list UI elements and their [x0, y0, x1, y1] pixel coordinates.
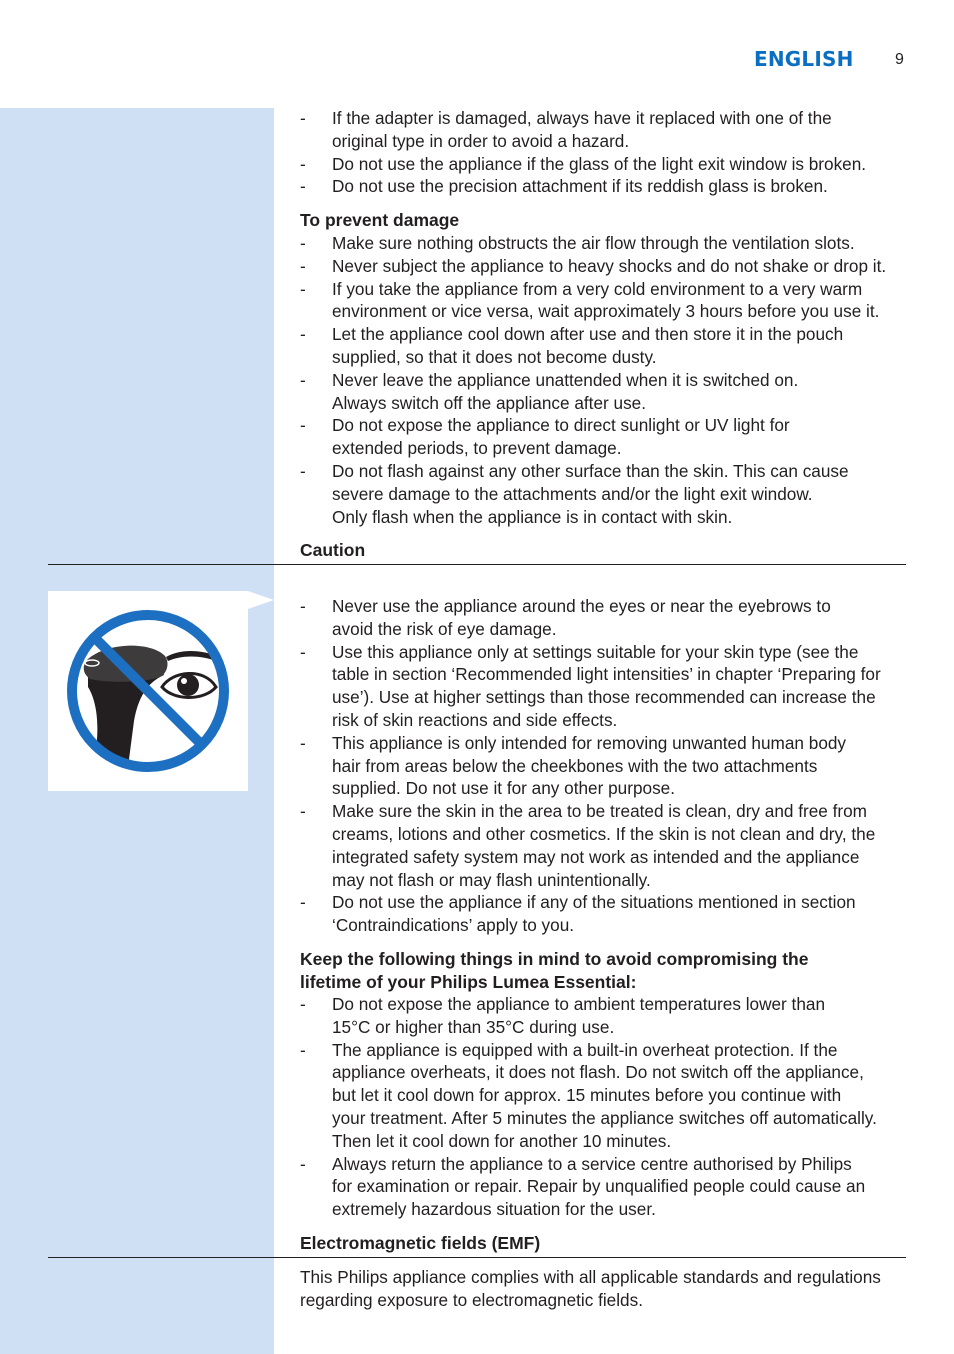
list-item-text: Make sure the skin in the area to be treated is clean, dry and free from creams, lotions and other cosmetics. If the skin is not clean and dry, the integrated safety system may not work as intended and the appliance may not flash or may flash unintentionally.	[332, 801, 876, 890]
lifetime-heading: Keep the following things in mind to avoid compromising the lifetime of your Philips Lumea Essential:	[300, 949, 809, 992]
list-item-text: Never use the appliance around the eyes or near the eyebrows to avoid the risk of eye damage.	[332, 596, 831, 639]
list-item: - If you take the appliance from a very cold environment to a very warm environment or vice versa, wait approximately 3 hours before you use it.	[300, 278, 880, 322]
no-flash-near-eyes-icon	[48, 591, 248, 791]
list-item-text: Make sure nothing obstructs the air flow through the ventilation slots.	[332, 233, 855, 253]
list-item: - Do not use the appliance if any of the situations mentioned in section ‘Contraindications’ apply to you.	[300, 892, 856, 936]
list-item: - Use this appliance only at settings suitable for your skin type (see the table in section ‘Recommended light intensities’ in chapter ‘Preparing for use’). Use at higher settings than those recommended can increase the risk of skin reactions and side effects.	[300, 641, 881, 730]
list-item-text: Always return the appliance to a service centre authorised by Philips for examination or repair. Repair by unqualified people could cause an extremely hazardous situation for the user.	[332, 1153, 866, 1220]
list-item: - Always return the appliance to a service centre authorised by Philips for examination or repair. Repair by unqualified people could cause an extremely hazardous situation for the user.	[300, 1153, 866, 1220]
list-item: - Never subject the appliance to heavy shocks and do not shake or drop it.	[300, 255, 887, 276]
list-item-text: The appliance is equipped with a built-in overheat protection. If the appliance overheats, it does not flash. Do not switch off the appliance, but let it cool down for approx. 15 minutes before you continue with your treatment. After 5 minutes the appliance switches off automatically. Then let it cool down for another 10 minutes.	[332, 1039, 877, 1151]
divider	[48, 1257, 906, 1258]
list-item: - This appliance is only intended for removing unwanted human body hair from areas below the cheekbones with the two attachments supplied. Do not use it for any other purpose.	[300, 732, 847, 799]
list-item-text: Do not use the appliance if the glass of the light exit window is broken.	[332, 153, 867, 174]
divider	[48, 564, 906, 565]
list-item-text: Never leave the appliance unattended when it is switched on. Always switch off the appliance after use.	[332, 369, 799, 413]
list-item: - Do not use the precision attachment if its reddish glass is broken.	[300, 176, 828, 197]
list-item: - Never leave the appliance unattended when it is switched on. Always switch off the appliance after use.	[300, 369, 799, 413]
list-item: - Do not flash against any other surface than the skin. This can cause severe damage to the attachments and/or the light exit window. Only flash when the appliance is in contact with skin.	[300, 460, 849, 527]
list-item-text: Never subject the appliance to heavy shocks and do not shake or drop it.	[332, 255, 887, 276]
language-label: ENGLISH	[754, 47, 854, 71]
caution-illustration	[48, 591, 248, 791]
list-item: - Do not use the appliance if the glass of the light exit window is broken.	[300, 153, 867, 174]
emf-heading: Electromagnetic fields (EMF)	[300, 1233, 541, 1253]
list-item-text: If you take the appliance from a very cold environment to a very warm environment or vice versa, wait approximately 3 hours before you use it.	[332, 278, 880, 322]
list-item-text: Do not expose the appliance to ambient temperatures lower than 15°C or higher than 35°C during use.	[332, 994, 826, 1037]
list-item-text: Do not flash against any other surface than the skin. This can cause severe damage to the attachments and/or the light exit window. Only flash when the appliance is in contact with skin.	[332, 460, 849, 527]
list-item-text: This appliance is only intended for removing unwanted human body hair from areas below the cheekbones with the two attachments supplied. Do not use it for any other purpose.	[332, 732, 847, 799]
list-item-text: Do not use the appliance if any of the situations mentioned in section ‘Contraindications’ apply to you.	[332, 892, 856, 936]
list-item: - Make sure nothing obstructs the air flow through the ventilation slots.	[300, 233, 855, 253]
list-item-text: Use this appliance only at settings suitable for your skin type (see the table in section ‘Recommended light intensities’ in chapter ‘Preparing for use’). Use at higher settings than those recommended can increase the risk of skin reactions and side effects.	[332, 641, 881, 730]
list-item: - Make sure the skin in the area to be treated is clean, dry and free from creams, lotions and other cosmetics. If the skin is not clean and dry, the integrated safety system may not work as intended and the appliance may not flash or may flash unintentionally.	[300, 801, 876, 890]
list-item-text: Do not use the precision attachment if its reddish glass is broken.	[332, 176, 828, 197]
caution-heading: Caution	[300, 540, 366, 560]
list-item-text: Let the appliance cool down after use and then store it in the pouch supplied, so that it does not become dusty.	[332, 324, 844, 367]
list-item: - Do not expose the appliance to ambient temperatures lower than 15°C or higher than 35°C during use.	[300, 994, 826, 1037]
list-item-text: Do not expose the appliance to direct sunlight or UV light for extended periods, to prevent damage.	[332, 415, 790, 459]
caution-list	[300, 595, 912, 937]
list-item: - Do not expose the appliance to direct sunlight or UV light for extended periods, to prevent damage.	[300, 415, 790, 459]
prevent-damage-heading: To prevent damage	[300, 210, 460, 230]
lifetime-list	[300, 993, 912, 1221]
list-item: - If the adapter is damaged, always have it replaced with one of the original type in order to avoid a hazard.	[300, 108, 832, 151]
page-number: 9	[895, 51, 904, 68]
list-item: - The appliance is equipped with a built-in overheat protection. If the appliance overheats, it does not flash. Do not switch off the appliance, but let it cool down for approx. 15 minutes before you continue with your treatment. After 5 minutes the appliance switches off automatically. Then let it cool down for another 10 minutes.	[300, 1039, 877, 1151]
emf-paragraph: This Philips appliance complies with all applicable standards and regulations regarding exposure to electromagnetic fields.	[300, 1267, 881, 1310]
prevent-damage-list	[300, 232, 912, 528]
list-item: - Never use the appliance around the eyes or near the eyebrows to avoid the risk of eye damage.	[300, 596, 831, 639]
list-item-text: If the adapter is damaged, always have it replaced with one of the original type in order to avoid a hazard.	[332, 108, 832, 151]
safety-list-top	[300, 107, 912, 198]
illustration-pointer	[248, 591, 274, 609]
list-item: - Let the appliance cool down after use and then store it in the pouch supplied, so that it does not become dusty.	[300, 324, 844, 367]
